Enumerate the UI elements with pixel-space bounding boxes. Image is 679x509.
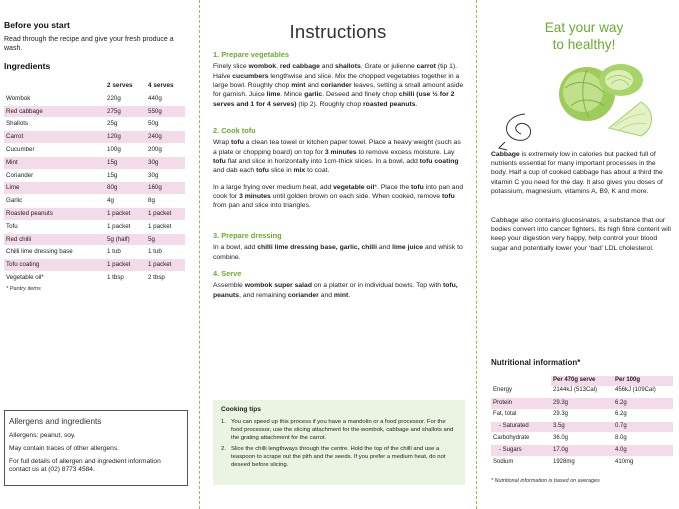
ingredient-name: Lime xyxy=(4,182,105,195)
nutrient-name: Sodium xyxy=(491,456,551,468)
nutrient-name: - Sugars xyxy=(491,445,551,457)
ingredients-header-2-serves: 2 serves xyxy=(107,82,133,90)
ingredient-row xyxy=(4,195,185,208)
ingredients-header-row xyxy=(4,80,185,92)
step-heading: 2. Cook tofu xyxy=(213,126,256,135)
ingredient-4-serves: 30g xyxy=(146,169,185,182)
nutrition-header-name xyxy=(491,376,551,386)
step-cook-tofu xyxy=(213,126,465,211)
cooking-tip: 2. Slice the chilli lengthways through the centre. Hold the top of the chilli and use a teaspoon to scrape out the pith and the seeds. If you prefer a medium heat, do not deseed before slicing. xyxy=(221,446,446,468)
ingredient-name: Vegetable oil* xyxy=(4,272,105,285)
step-heading: 4. Serve xyxy=(213,269,242,278)
nutrient-per-serve: 17.0g xyxy=(551,445,613,457)
ingredient-row xyxy=(4,246,185,259)
ingredient-2-serves: 1 tbsp xyxy=(105,272,146,285)
ingredient-row xyxy=(4,169,185,182)
allergens-traces-line: May contain traces of other allergens. xyxy=(9,444,119,452)
allergens-contact-line: For full details of allergen and ingredient information contact us at (02) 8773 4584. xyxy=(9,457,161,474)
nutrition-note: * Nutritional information is based on averages xyxy=(491,478,600,484)
nutrition-row xyxy=(491,433,673,445)
nutrition-row xyxy=(491,456,673,468)
ingredients-header-4-serves: 4 serves xyxy=(148,82,174,90)
step-text: Assemble wombok super salad on a platter or in individual bowls. Top with tofu, peanuts, and remaining coriander and mint. xyxy=(213,282,458,299)
step-text: Wrap tofu a clean tea towel or kitchen paper towel. Place a heavy weight (such as a plate or chopping board) on top for 3 minutes to remove excess moisture. Lay tofu flat and slice in horizontally into 1cm-thick slices. In a bowl, add tofu coating and dab each tofu slice in mix to coat. xyxy=(213,139,461,175)
ingredient-name: Red chilli xyxy=(4,233,105,246)
ingredient-row xyxy=(4,144,185,157)
cabbage-nutrients-paragraph: Cabbage is extremely low in calories but packed full of nutrients essential for many important processes in the body. Half a cup of cooked cabbage has about a third the vitamin C you need for the day. It also gives you doses of potassium, magnesium, vitamins A, B9, K and more. xyxy=(491,151,663,195)
ingredient-row xyxy=(4,92,185,105)
nutrient-per-100g: 8.0g xyxy=(613,433,673,445)
ingredient-4-serves: 240g xyxy=(146,131,185,144)
cooking-tip: 1. You can speed up this process if you have a mandolin or a food processor. For the food processor, use the slicing attachment for the wombok, cabbage and shallots and the grating attachment for the carrot. xyxy=(221,419,454,441)
nutrition-title: Nutritional information* xyxy=(491,358,581,367)
nutrient-name: Fat, total xyxy=(491,409,551,421)
nutrition-row xyxy=(491,409,673,421)
ingredient-2-serves: 80g xyxy=(105,182,146,195)
nutrient-name: - Saturated xyxy=(491,421,551,433)
ingredient-row xyxy=(4,208,185,221)
step-text: In a bowl, add chilli lime dressing base, garlic, chilli and lime juice and whisk to combine. xyxy=(213,244,463,261)
ingredient-2-serves: 275g xyxy=(105,105,146,118)
ingredient-2-serves: 220g xyxy=(105,92,146,105)
ingredient-row xyxy=(4,182,185,195)
nutrient-name: Protein xyxy=(491,397,551,409)
ingredient-4-serves: 1 packet xyxy=(146,259,185,272)
ingredient-4-serves: 440g xyxy=(146,92,185,105)
ingredient-4-serves: 1 packet xyxy=(146,208,185,221)
step-prepare-dressing xyxy=(213,231,465,262)
nutrient-name: Energy xyxy=(491,386,551,398)
ingredient-4-serves: 2 tbsp xyxy=(146,272,185,285)
nutrition-header-row xyxy=(491,376,673,386)
cooking-tips-box xyxy=(213,400,465,485)
cabbage-illustration xyxy=(495,58,665,154)
step-heading: 1. Prepare vegetables xyxy=(213,50,290,59)
ingredient-2-serves: 120g xyxy=(105,131,146,144)
ingredient-4-serves: 1 tub xyxy=(146,246,185,259)
ingredient-row xyxy=(4,118,185,131)
ingredient-row xyxy=(4,105,185,118)
ingredient-4-serves: 160g xyxy=(146,182,185,195)
step-heading: 3. Prepare dressing xyxy=(213,231,282,240)
ingredient-2-serves: 25g xyxy=(105,118,146,131)
ingredient-name: Tofu coating xyxy=(4,259,105,272)
nutrition-row xyxy=(491,386,673,398)
allergens-title: Allergens and ingredients xyxy=(9,417,102,426)
ingredient-row xyxy=(4,131,185,144)
instructions-title: Instructions xyxy=(289,21,387,42)
allergens-box xyxy=(4,410,188,486)
curly-arrow-icon xyxy=(499,114,531,150)
nutrient-per-100g: 4.0g xyxy=(613,445,673,457)
nutrition-header-per-serve: Per 470g serve xyxy=(551,376,613,386)
allergens-line: Allergens: peanut, soy. xyxy=(9,431,76,439)
left-column xyxy=(4,20,185,293)
ingredient-row xyxy=(4,259,185,272)
nutrient-name: Carbohydrate xyxy=(491,433,551,445)
ingredient-4-serves: 1 packet xyxy=(146,220,185,233)
ingredient-name: Red cabbage xyxy=(4,105,105,118)
cabbage-glucosinates-paragraph: Cabbage also contains glucosinates, a substance that our bodies convert into cancer fighters. Its high fibre content will keep your digestion very happy, help control your blood sugar and potentially lower your ‘bad’ LDL cholesterol. xyxy=(491,217,671,252)
ingredient-2-serves: 4g xyxy=(105,195,146,208)
ingredient-4-serves: 5g xyxy=(146,233,185,246)
nutrient-per-serve: 2144kJ (513Cal) xyxy=(551,386,613,398)
step-text: In a large frying over medium heat, add vegetable oil*. Place the tofu into pan and cook for 3 minutes until golden brown on each side. When cooked, remove tofu from pan and slice into triangles. xyxy=(213,183,464,210)
ingredient-4-serves: 200g xyxy=(146,144,185,157)
ingredient-name: Mint xyxy=(4,156,105,169)
ingredients-table xyxy=(4,80,185,285)
nutrient-per-100g: 6.2g xyxy=(613,397,673,409)
cooking-tips-title: Cooking tips xyxy=(221,406,261,413)
ingredient-2-serves: 1 packet xyxy=(105,220,146,233)
eat-healthy-heading: Eat your way to healthy! xyxy=(544,20,624,52)
ingredient-name: Tofu xyxy=(4,220,105,233)
ingredient-name: Roasted peanuts xyxy=(4,208,105,221)
nutrient-per-100g: 456kJ (109Cal) xyxy=(613,386,673,398)
step-serve xyxy=(213,269,465,300)
column-divider-right xyxy=(476,0,477,509)
ingredient-name: Garlic xyxy=(4,195,105,208)
step-text: Finely slice wombok, red cabbage and shallots. Grate or julienne carrot (tip 1). Halve cucumbers lengthwise and slice. Mix the chopped vegetables together in a large bowl. Roughly chop mint and coriander leaves, setting a small amount aside for garnish. Juice lime. Mince garlic. Deseed and finely chop chilli (use ½ for 2 serves and 1 for 4 serves) (tip 2). Roughly chop roasted peanuts. xyxy=(213,63,464,108)
cooking-tips-list xyxy=(221,419,457,469)
ingredient-2-serves: 1 tub xyxy=(105,246,146,259)
ingredients-heading: Ingredients xyxy=(4,61,51,72)
nutrition-header-per-100g: Per 100g xyxy=(613,376,673,386)
nutrition-row xyxy=(491,445,673,457)
ingredient-row xyxy=(4,156,185,169)
nutrient-per-serve: 29.3g xyxy=(551,409,613,421)
step-prepare-vegetables xyxy=(213,50,465,109)
ingredient-2-serves: 5g (half) xyxy=(105,233,146,246)
ingredient-name: Wombok xyxy=(4,92,105,105)
ingredient-row xyxy=(4,272,185,285)
before-you-start-text: Read through the recipe and give your fresh produce a wash. xyxy=(4,36,174,53)
ingredient-2-serves: 100g xyxy=(105,144,146,157)
ingredient-name: Chilli lime dressing base xyxy=(4,246,105,259)
ingredient-name: Cucumber xyxy=(4,144,105,157)
ingredient-4-serves: 50g xyxy=(146,118,185,131)
nutrient-per-serve: 36.0g xyxy=(551,433,613,445)
nutrient-per-100g: 0.7g xyxy=(613,421,673,433)
ingredients-header-name xyxy=(4,80,105,92)
ingredient-4-serves: 8g xyxy=(146,195,185,208)
column-divider-left xyxy=(199,0,200,509)
nutrient-per-100g: 410mg xyxy=(613,456,673,468)
nutrition-table xyxy=(491,376,673,469)
nutrient-per-serve: 29.3g xyxy=(551,397,613,409)
nutrition-row xyxy=(491,421,673,433)
ingredient-row xyxy=(4,233,185,246)
ingredient-4-serves: 550g xyxy=(146,105,185,118)
ingredient-name: Coriander xyxy=(4,169,105,182)
pantry-note: * Pantry items xyxy=(6,285,41,292)
ingredient-2-serves: 1 packet xyxy=(105,208,146,221)
ingredient-name: Shallots xyxy=(4,118,105,131)
ingredient-2-serves: 1 packet xyxy=(105,259,146,272)
nutrient-per-100g: 6.2g xyxy=(613,409,673,421)
ingredient-4-serves: 30g xyxy=(146,156,185,169)
ingredient-2-serves: 15g xyxy=(105,169,146,182)
before-you-start-heading: Before you start xyxy=(4,20,70,30)
ingredient-name: Carrot xyxy=(4,131,105,144)
ingredient-row xyxy=(4,220,185,233)
nutrient-per-serve: 1928mg xyxy=(551,456,613,468)
ingredient-2-serves: 15g xyxy=(105,156,146,169)
nutrient-per-serve: 3.5g xyxy=(551,421,613,433)
cabbage-wedge xyxy=(609,102,652,136)
nutrition-row xyxy=(491,397,673,409)
